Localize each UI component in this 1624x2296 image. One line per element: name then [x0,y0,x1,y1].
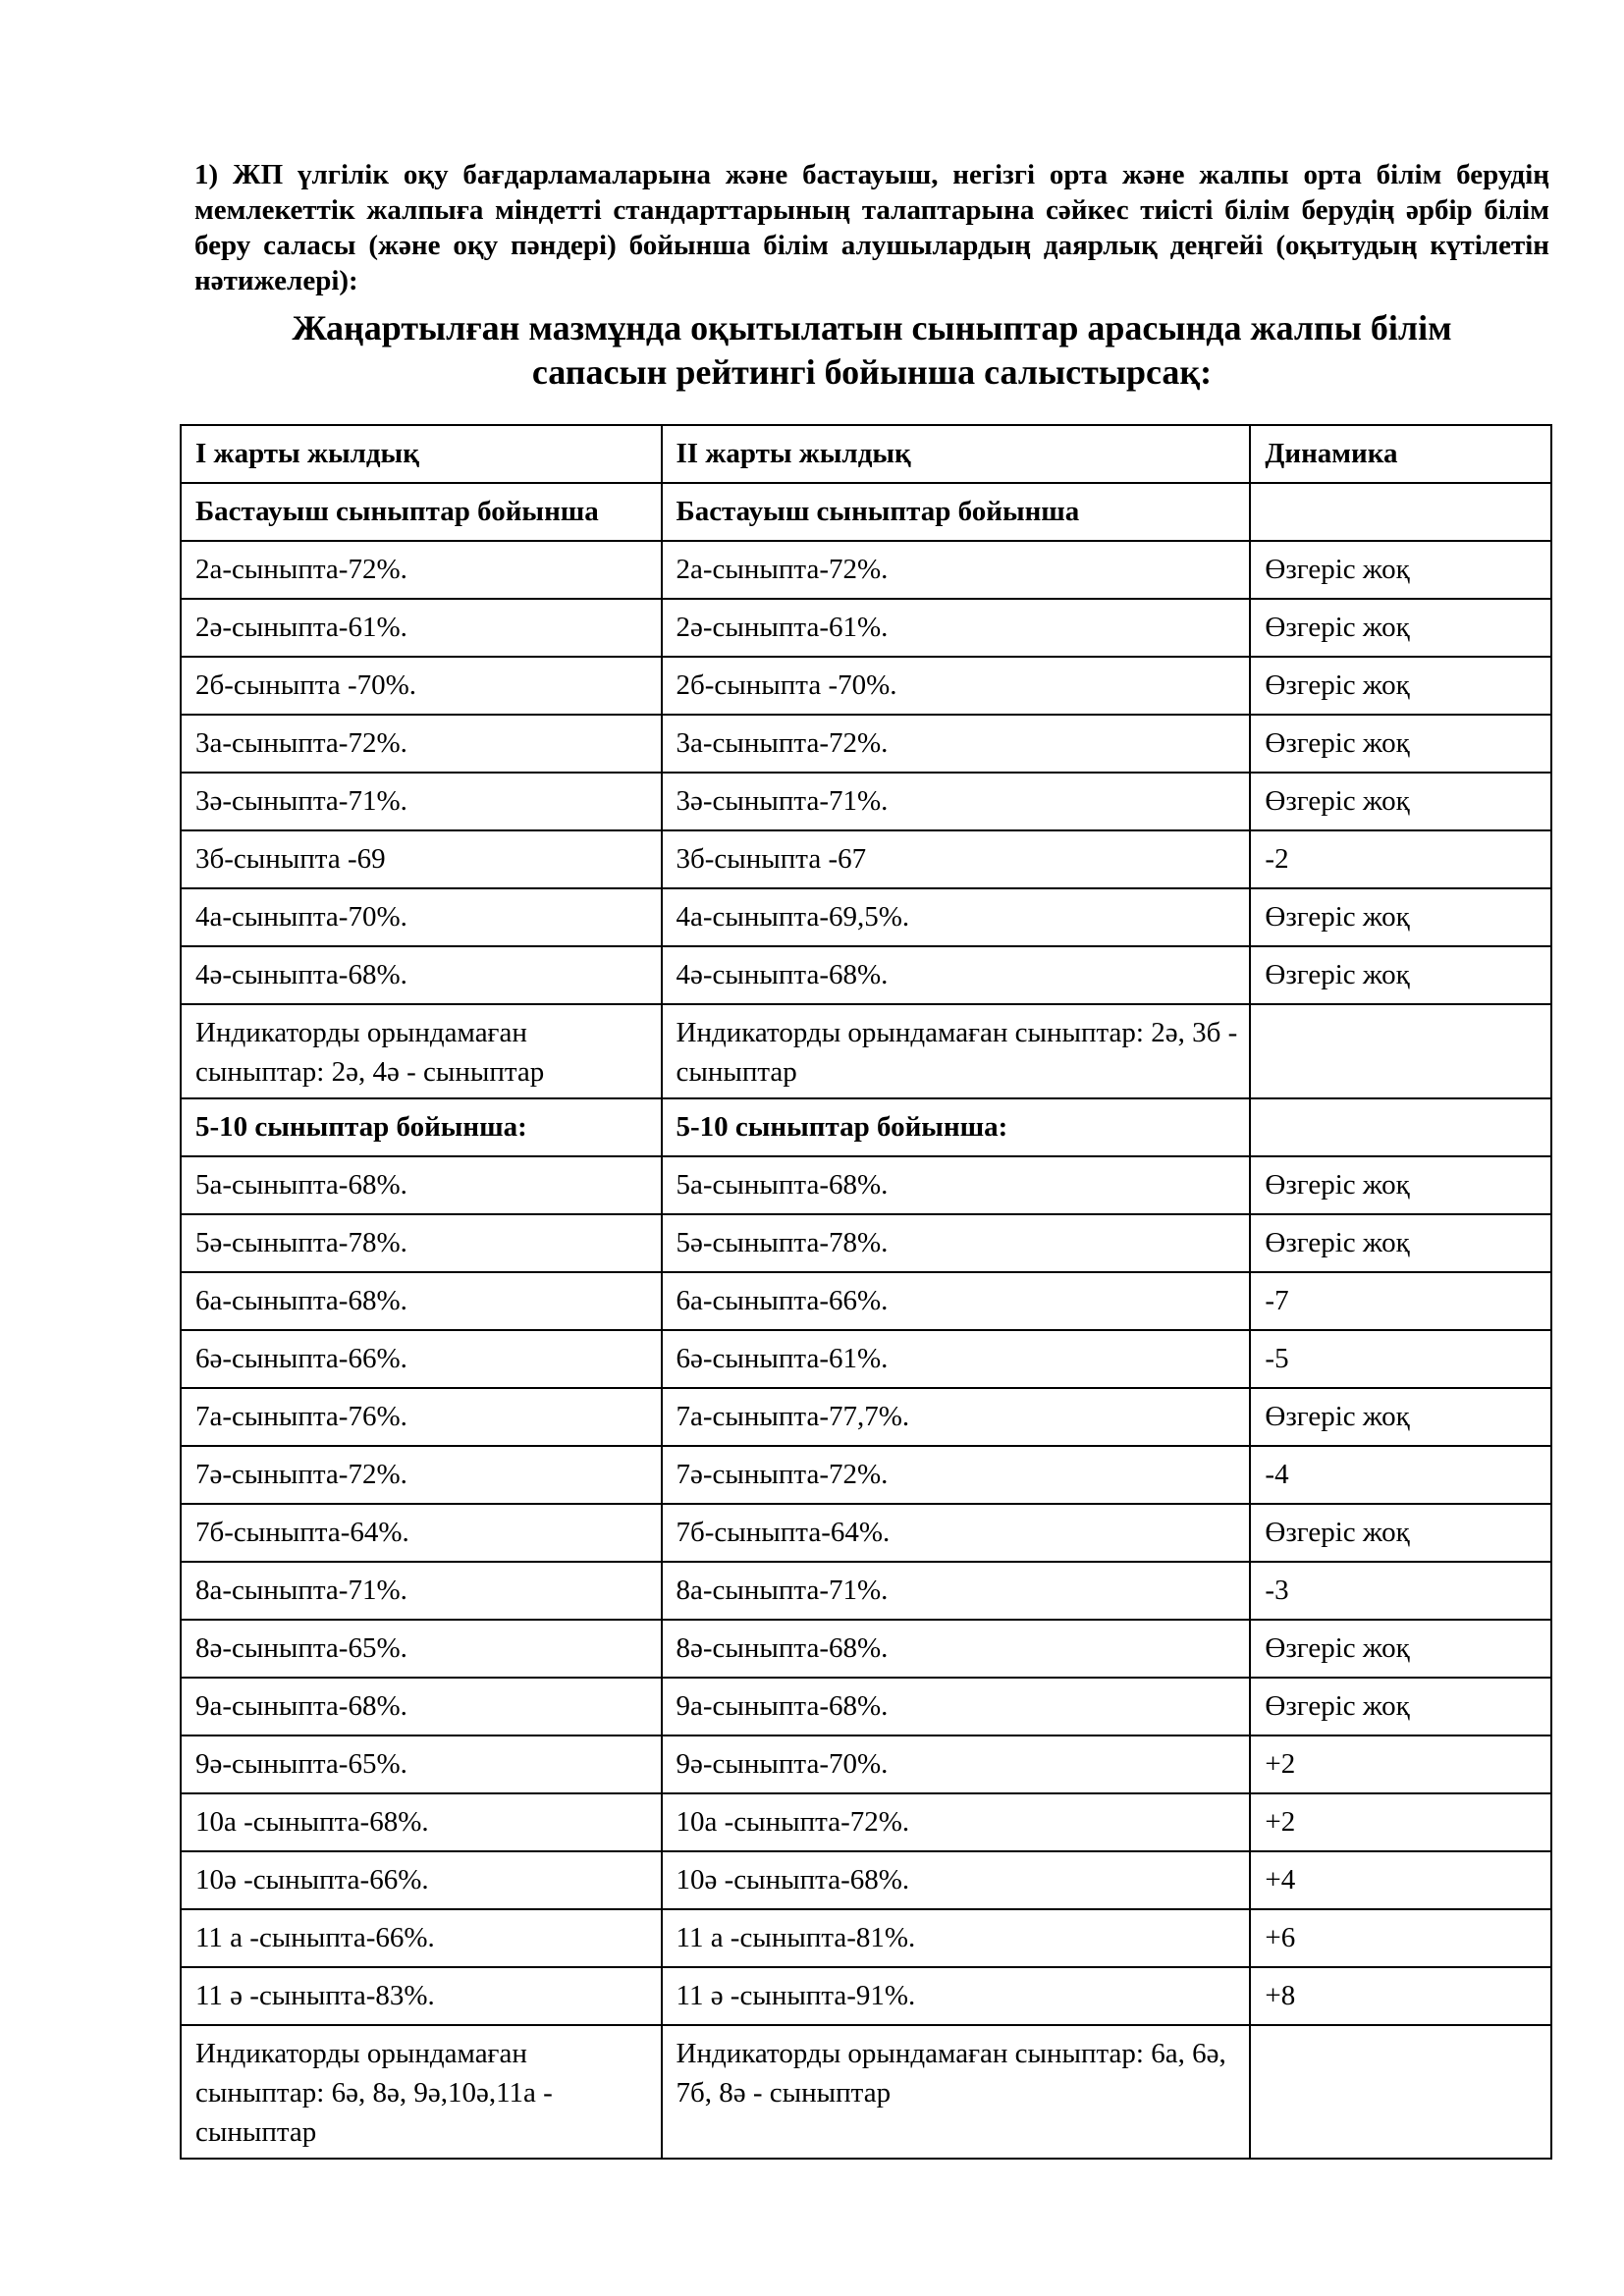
first-half-cell: 9ә-сыныпта-65%. [181,1735,662,1793]
dynamics-cell: Өзгеріс жоқ [1250,1678,1551,1735]
dynamics-cell: -5 [1250,1330,1551,1388]
first-half-cell: 2а-сыныпта-72%. [181,541,662,599]
table-row [181,1214,1551,1272]
header-second-half: ІІ жарты жылдық [662,425,1251,483]
dynamics-cell: +2 [1250,1735,1551,1793]
page-heading [194,306,1549,395]
first-half-cell: 7ә-сыныпта-72%. [181,1446,662,1504]
table-row [181,888,1551,946]
first-half-cell: 4ә-сыныпта-68%. [181,946,662,1004]
second-half-cell: 6а-сыныпта-66%. [662,1272,1251,1330]
second-half-cell: 7а-сыныпта-77,7%. [662,1388,1251,1446]
first-half-cell: 6ә-сыныпта-66%. [181,1330,662,1388]
table-row [181,1504,1551,1562]
second-half-cell: 11 а -сыныпта-81%. [662,1909,1251,1967]
second-half-cell: 8а-сыныпта-71%. [662,1562,1251,1620]
first-half-cell: 6а-сыныпта-68%. [181,1272,662,1330]
first-half-cell: 10а -сыныпта-68%. [181,1793,662,1851]
second-half-cell: 4ә-сыныпта-68%. [662,946,1251,1004]
dynamics-cell: Өзгеріс жоқ [1250,715,1551,773]
table-row [181,599,1551,657]
first-half-cell: 4а-сыныпта-70%. [181,888,662,946]
second-half-cell: 2а-сыныпта-72%. [662,541,1251,599]
first-half-cell: 8а-сыныпта-71%. [181,1562,662,1620]
first-half-cell: 8ә-сыныпта-65%. [181,1620,662,1678]
second-half-cell: Бастауыш сыныптар бойынша [662,483,1251,541]
table-row [181,1562,1551,1620]
dynamics-cell: Өзгеріс жоқ [1250,541,1551,599]
first-half-cell: 9а-сыныпта-68%. [181,1678,662,1735]
second-half-cell: 7ә-сыныпта-72%. [662,1446,1251,1504]
table-row [181,1098,1551,1156]
dynamics-cell: +8 [1250,1967,1551,2025]
first-half-cell: 5-10 сыныптар бойынша: [181,1098,662,1156]
dynamics-cell [1250,1098,1551,1156]
second-half-cell: Индикаторды орындамаған сыныптар: 2ә, 3б - сыныптар [662,1004,1251,1098]
second-half-cell: 11 ә -сыныпта-91%. [662,1967,1251,2025]
table-row [181,541,1551,599]
dynamics-cell: Өзгеріс жоқ [1250,1156,1551,1214]
first-half-cell: 7б-сыныпта-64%. [181,1504,662,1562]
dynamics-cell: Өзгеріс жоқ [1250,946,1551,1004]
second-half-cell: 7б-сыныпта-64%. [662,1504,1251,1562]
first-half-cell: Индикаторды орындамаған сыныптар: 2ә, 4ә - сыныптар [181,1004,662,1098]
table-row [181,773,1551,830]
table-row [181,1004,1551,1098]
second-half-cell: 5ә-сыныпта-78%. [662,1214,1251,1272]
dynamics-cell: Өзгеріс жоқ [1250,657,1551,715]
second-half-cell: 3а-сыныпта-72%. [662,715,1251,773]
first-half-cell: 11 ә -сыныпта-83%. [181,1967,662,2025]
table-row [181,830,1551,888]
second-half-cell: 9а-сыныпта-68%. [662,1678,1251,1735]
table-row [181,1388,1551,1446]
table-row [181,2025,1551,2159]
first-half-cell: 2б-сыныпта -70%. [181,657,662,715]
second-half-cell: 4а-сыныпта-69,5%. [662,888,1251,946]
table-row [181,1156,1551,1214]
dynamics-cell [1250,2025,1551,2159]
table-row [181,1620,1551,1678]
dynamics-cell: Өзгеріс жоқ [1250,1214,1551,1272]
first-half-cell: Индикаторды орындамаған сыныптар: 6ә, 8ә, 9ә,10ә,11а - сыныптар [181,2025,662,2159]
second-half-cell: Индикаторды орындамаған сыныптар: 6а, 6ә, 7б, 8ә - сыныптар [662,2025,1251,2159]
first-half-cell: 11 а -сыныпта-66%. [181,1909,662,1967]
table-row [181,1330,1551,1388]
header-first-half: І жарты жылдық [181,425,662,483]
dynamics-cell: -2 [1250,830,1551,888]
table-header-row [181,425,1551,483]
second-half-cell: 3ә-сыныпта-71%. [662,773,1251,830]
comparison-table [180,424,1552,2160]
first-half-cell: 3а-сыныпта-72%. [181,715,662,773]
table-row [181,1851,1551,1909]
dynamics-cell: -4 [1250,1446,1551,1504]
first-half-cell: 3ә-сыныпта-71%. [181,773,662,830]
dynamics-cell: Өзгеріс жоқ [1250,773,1551,830]
header-dynamics: Динамика [1250,425,1551,483]
dynamics-cell [1250,1004,1551,1098]
dynamics-cell: Өзгеріс жоқ [1250,1504,1551,1562]
first-half-cell: 5ә-сыныпта-78%. [181,1214,662,1272]
first-half-cell: 10ә -сыныпта-66%. [181,1851,662,1909]
second-half-cell: 6ә-сыныпта-61%. [662,1330,1251,1388]
dynamics-cell: -7 [1250,1272,1551,1330]
second-half-cell: 2ә-сыныпта-61%. [662,599,1251,657]
heading-line-2: сапасын рейтингі бойынша салыстырсақ: [531,352,1213,392]
second-half-cell: 10ә -сыныпта-68%. [662,1851,1251,1909]
table-row [181,483,1551,541]
second-half-cell: 5а-сыныпта-68%. [662,1156,1251,1214]
heading-line-1: Жаңартылған мазмұнда оқытылатын сыныптар арасында жалпы білім [292,308,1452,347]
second-half-cell: 2б-сыныпта -70%. [662,657,1251,715]
table-row [181,1678,1551,1735]
dynamics-cell: +6 [1250,1909,1551,1967]
first-half-cell: Бастауыш сыныптар бойынша [181,483,662,541]
first-half-cell: 3б-сыныпта -69 [181,830,662,888]
first-half-cell: 2ә-сыныпта-61%. [181,599,662,657]
table-row [181,1272,1551,1330]
table-row [181,946,1551,1004]
second-half-cell: 9ә-сыныпта-70%. [662,1735,1251,1793]
dynamics-cell: +4 [1250,1851,1551,1909]
first-half-cell: 7а-сыныпта-76%. [181,1388,662,1446]
second-half-cell: 5-10 сыныптар бойынша: [662,1098,1251,1156]
dynamics-cell: Өзгеріс жоқ [1250,1388,1551,1446]
intro-paragraph: 1) ЖП үлгілік оқу бағдарламаларына және бастауыш, негізгі орта және жалпы орта білім берудің мемлекеттік жалпыға міндетті стандарттарының талаптарына сәйкес тиісті білім берудің әрбір білім беру саласы (және оқу пәндері) бойынша білім алушылардың даярлық деңгейі (оқытудың күтілетін нәтижелері): [194,159,1549,296]
table-row [181,1967,1551,2025]
second-half-cell: 3б-сыныпта -67 [662,830,1251,888]
table-row [181,1909,1551,1967]
dynamics-cell: +2 [1250,1793,1551,1851]
dynamics-cell: Өзгеріс жоқ [1250,1620,1551,1678]
first-half-cell: 5а-сыныпта-68%. [181,1156,662,1214]
table-row [181,1793,1551,1851]
table-row [181,1446,1551,1504]
dynamics-cell: Өзгеріс жоқ [1250,599,1551,657]
dynamics-cell [1250,483,1551,541]
table-row [181,657,1551,715]
second-half-cell: 10а -сыныпта-72%. [662,1793,1251,1851]
second-half-cell: 8ә-сыныпта-68%. [662,1620,1251,1678]
dynamics-cell: Өзгеріс жоқ [1250,888,1551,946]
table-row [181,715,1551,773]
table-row [181,1735,1551,1793]
dynamics-cell: -3 [1250,1562,1551,1620]
